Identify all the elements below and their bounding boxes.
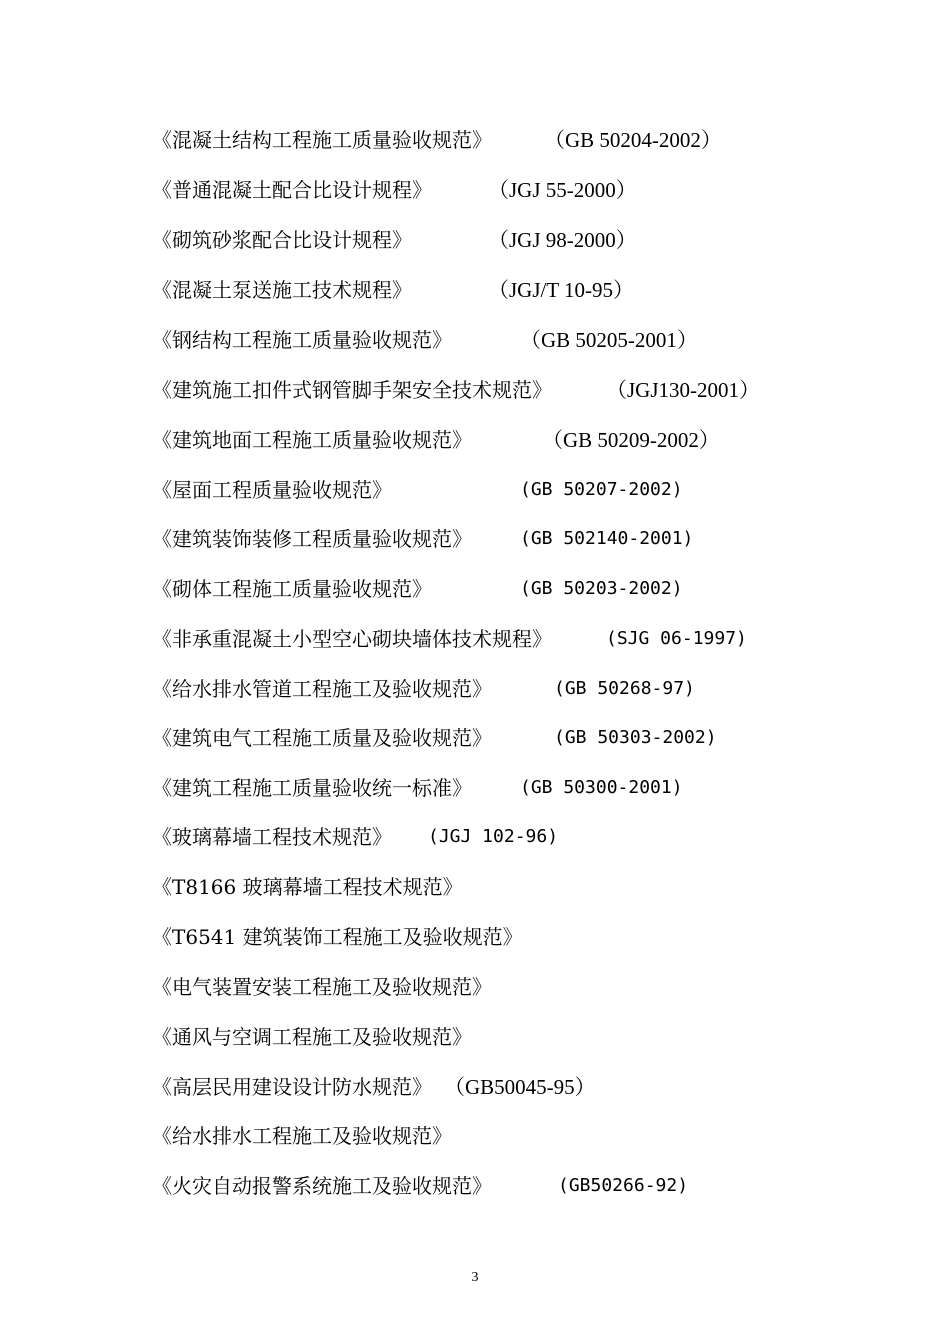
- standard-entry: [152, 922, 523, 952]
- standard-entry: [152, 972, 492, 1002]
- standard-title: 《普通混凝土配合比设计规程》: [152, 178, 432, 202]
- standard-code: (GB50266-92): [558, 1175, 689, 1196]
- standard-entry: [152, 822, 559, 852]
- standard-title: 《火灾自动报警系统施工及验收规范》: [152, 1174, 492, 1198]
- standard-entry: [152, 1022, 472, 1052]
- standard-code: （JGJ 55-2000）: [488, 178, 637, 202]
- standard-title: 《建筑电气工程施工质量及验收规范》: [152, 726, 492, 750]
- standard-title: 《给水排水工程施工及验收规范》: [152, 1124, 452, 1148]
- standard-title: 《砌体工程施工质量验收规范》: [152, 577, 432, 601]
- standard-title: 《非承重混凝土小型空心砌块墙体技术规程》: [152, 627, 552, 651]
- standard-title: 《混凝土结构工程施工质量验收规范》: [152, 128, 492, 152]
- standard-code: (GB 502140-2001): [520, 528, 694, 549]
- standard-title: 《电气装置安装工程施工及验收规范》: [152, 975, 492, 999]
- standard-entry: [152, 325, 698, 355]
- standard-code: （GB 50204-2002）: [544, 128, 722, 152]
- standard-title: 《钢结构工程施工质量验收规范》: [152, 328, 452, 352]
- standard-entry: [152, 773, 683, 803]
- standard-code: （GB 50209-2002）: [542, 428, 720, 452]
- standard-entry: [152, 225, 637, 255]
- standard-code: （JGJ 98-2000）: [488, 228, 637, 252]
- standard-entry: [152, 723, 717, 753]
- standard-entry: [152, 1072, 596, 1102]
- standard-entry: [152, 275, 635, 305]
- standard-title: 《建筑施工扣件式钢管脚手架安全技术规范》: [152, 378, 552, 402]
- page-number: 3: [471, 1270, 479, 1285]
- standard-title: 《给水排水管道工程施工及验收规范》: [152, 677, 492, 701]
- standard-entry: [152, 475, 683, 505]
- standard-title: 《玻璃幕墙工程技术规范》: [152, 825, 392, 849]
- standard-title: 《T8166 玻璃幕墙工程技术规范》: [152, 875, 463, 899]
- standard-code: (GB 50268-97): [554, 678, 695, 699]
- standard-title: 《建筑地面工程施工质量验收规范》: [152, 428, 472, 452]
- standard-code: (GB 50203-2002): [520, 578, 683, 599]
- standard-code: (JGJ 102-96): [428, 826, 559, 847]
- standard-entry: [152, 872, 463, 902]
- standard-entry: [152, 624, 747, 654]
- standard-entry: [152, 1171, 689, 1201]
- standard-code: (GB 50300-2001): [520, 777, 683, 798]
- standard-title: 《通风与空调工程施工及验收规范》: [152, 1025, 472, 1049]
- standard-title: 《混凝土泵送施工技术规程》: [152, 278, 412, 302]
- standard-entry: [152, 524, 694, 554]
- standard-entry: [152, 1121, 452, 1151]
- standard-title: 《屋面工程质量验收规范》: [152, 478, 392, 502]
- standard-code: (GB 50207-2002): [520, 479, 683, 500]
- standard-title: 《高层民用建设设计防水规范》: [152, 1075, 432, 1099]
- standard-code: (GB 50303-2002): [554, 727, 717, 748]
- standard-code: （GB 50205-2001）: [520, 328, 698, 352]
- standard-code: (SJG 06-1997): [606, 628, 747, 649]
- standard-title: 《建筑工程施工质量验收统一标准》: [152, 776, 472, 800]
- standard-title: 《T6541 建筑装饰工程施工及验收规范》: [152, 925, 523, 949]
- standard-title: 《砌筑砂浆配合比设计规程》: [152, 228, 412, 252]
- standard-title: 《建筑装饰装修工程质量验收规范》: [152, 527, 472, 551]
- standard-code: （JGJ130-2001）: [606, 378, 761, 402]
- standard-entry: [152, 175, 637, 205]
- standard-entry: [152, 125, 722, 155]
- standard-entry: [152, 425, 720, 455]
- standard-code: （JGJ/T 10-95）: [488, 278, 635, 302]
- standard-entry: [152, 375, 761, 405]
- standard-code: （GB50045-95）: [444, 1075, 596, 1099]
- standard-entry: [152, 574, 683, 604]
- standard-entry: [152, 674, 695, 704]
